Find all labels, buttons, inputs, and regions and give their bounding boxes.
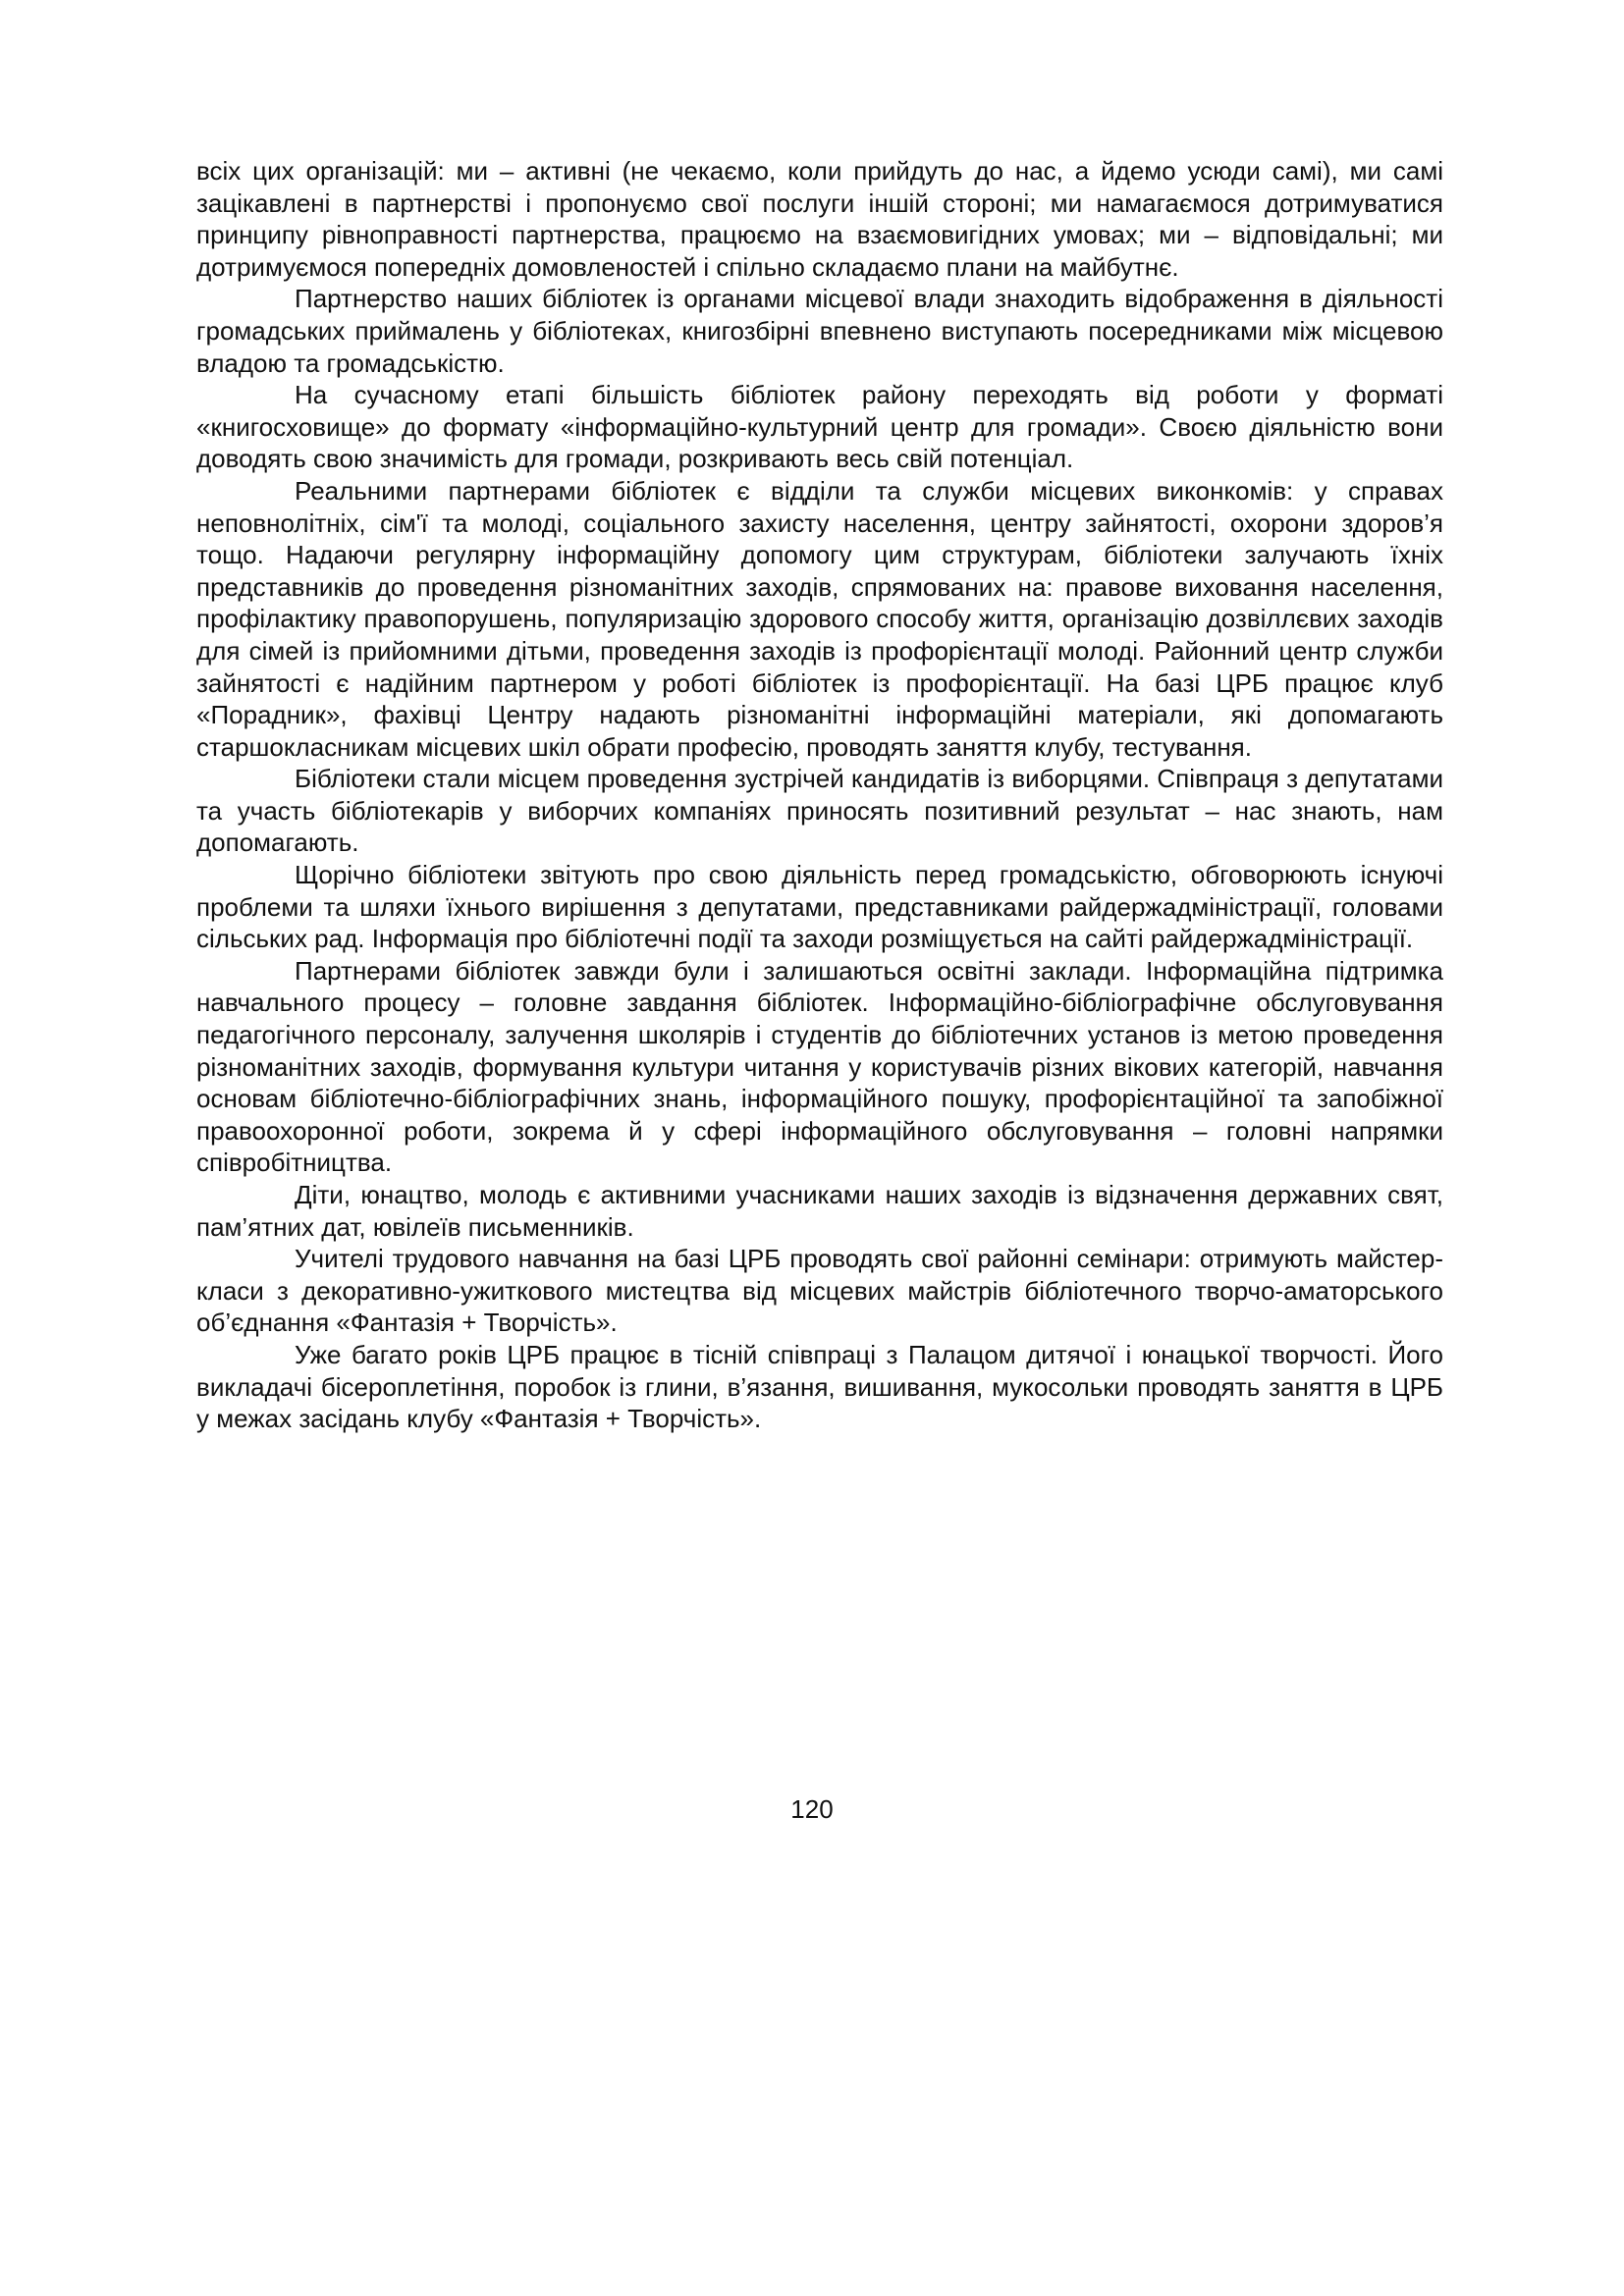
paragraph: всіх цих організацій: ми – активні (не чекаємо, коли прийдуть до нас, а йдемо усюди самі), ми самі зацікавлені в партнерстві і пропонуємо свої послуги іншій стороні; ми намагаємося дотримуватися принципу рівноправності партнерства, працюємо на взаємовигідних умовах; ми – відповідальні; ми дотримуємося попередніх домовленостей і спільно складаємо плани на майбутнє.	[196, 156, 1443, 282]
paragraph: Партнерами бібліотек завжди були і залишаються освітні заклади. Інформаційна підтримка навчального процесу – головне завдання бібліотек. Інформаційно-бібліографічне обслуговування педагогічного персоналу, залучення школярів і студентів до бібліотечних установ із метою проведення різноманітних заходів, формування культури читання у користувачів різних вікових категорій, навчання основам бібліотечно-бібліографічних знань, інформаційного пошуку, профорієнтаційної та запобіжної правоохоронної роботи, зокрема й у сфері інформаційного обслуговування – головні напрямки співробітництва.	[196, 955, 1443, 1178]
paragraph: Діти, юнацтво, молодь є активними учасниками наших заходів із відзначення державних свят, пам’ятних дат, ювілеїв письменників.	[196, 1180, 1443, 1242]
paragraph: Партнерство наших бібліотек із органами місцевої влади знаходить відображення в діяльності громадських приймалень у бібліотеках, книгозбірні впевнено виступають посередниками між місцевою владою та громадськістю.	[196, 284, 1443, 378]
paragraph: На сучасному етапі більшість бібліотек району переходять від роботи у форматі «книгосховище» до формату «інформаційно-культурний центр для громади». Своєю діяльністю вони доводять свою значимість для громади, розкривають весь свій потенціал.	[196, 380, 1443, 474]
page-number: 120	[790, 1794, 834, 1824]
paragraph: Учителі трудового навчання на базі ЦРБ проводять свої районні семінари: отримують майстер-класи з декоративно-ужиткового мистецтва від місцевих майстрів бібліотечного творчо-аматорського об’єднання «Фантазія + Творчість».	[196, 1244, 1443, 1338]
paragraph: Бібліотеки стали місцем проведення зустрічей кандидатів із виборцями. Співпраця з депутатами та участь бібліотекарів у виборчих компаніях приносять позитивний результат – нас знають, нам допомагають.	[196, 764, 1443, 858]
paragraph: Реальними партнерами бібліотек є відділи та служби місцевих виконкомів: у справах неповнолітніх, сім'ї та молоді, соціального захисту населення, центру зайнятості, охорони здоров’я тощо. Надаючи регулярну інформаційну допомогу цим структурам, бібліотеки залучають їхніх представників до проведення різноманітних заходів, спрямованих на: правове виховання населення, профілактику правопорушень, популяризацію здорового способу життя, організацію дозвіллєвих заходів для сімей із прийомними дітьми, проведення заходів із профорієнтації молоді. Районний центр служби зайнятості є надійним партнером у роботі бібліотек із профорієнтації. На базі ЦРБ працює клуб «Порадник», фахівці Центру надають різноманітні інформаційні матеріали, які допомагають старшокласникам місцевих шкіл обрати професію, проводять заняття клубу, тестування.	[196, 475, 1443, 762]
paragraph: Щорічно бібліотеки звітують про свою діяльність перед громадськістю, обговорюють існуючі проблеми та шляхи їхнього вирішення з депутатами, представниками райдержадміністрації, головами сільських рад. Інформація про бібліотечні події та заходи розміщується на сайті райдержадміністрації.	[196, 860, 1443, 954]
paragraph: Уже багато років ЦРБ працює в тісній співпраці з Палацом дитячої і юнацької творчості. Його викладачі бісероплетіння, поробок із глини, в’язання, вишивання, мукосольки проводять заняття в ЦРБ у межах засідань клубу «Фантазія + Творчість».	[196, 1339, 1443, 1434]
body-text	[196, 155, 1443, 1435]
